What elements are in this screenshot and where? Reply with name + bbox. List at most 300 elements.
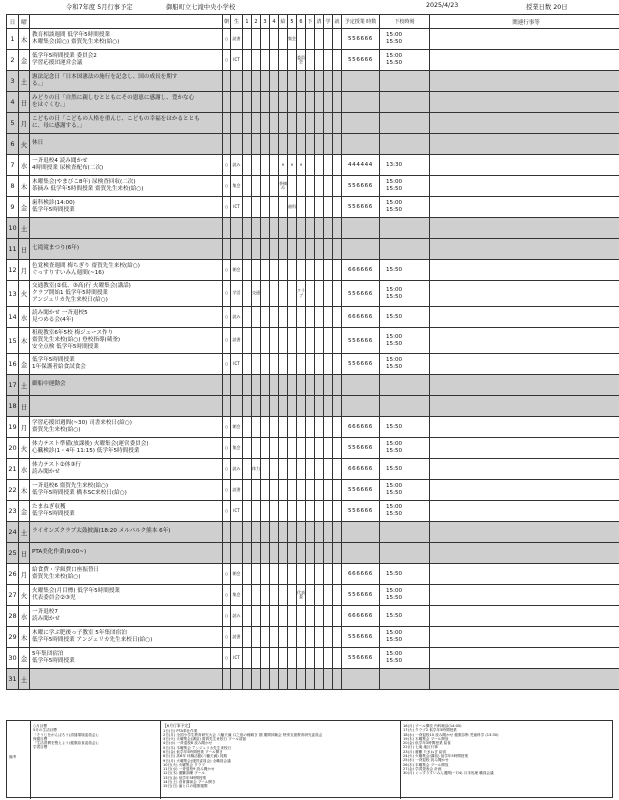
related-events-cell — [430, 669, 619, 690]
period-counts — [342, 113, 380, 134]
period-cell-c12 — [324, 648, 333, 669]
day-row — [7, 501, 619, 522]
day-number: 30 — [7, 648, 19, 669]
dismissal-time-2: 15:50 — [386, 186, 403, 192]
dismissal-time-1: 15:50 — [386, 570, 403, 577]
related-events-cell — [430, 176, 619, 197]
dismissal-time-2: 15:50 — [386, 293, 403, 300]
related-events-cell — [430, 375, 619, 396]
weekday: 火 — [19, 585, 30, 606]
period-cell-c10 — [306, 239, 315, 260]
day-number: 13 — [7, 281, 19, 307]
period-cell-c9 — [297, 459, 306, 480]
period-cell-c9: クラブ — [297, 281, 306, 307]
event-line-1: 休日 — [32, 140, 44, 147]
dismissal-time-1: 15:00 — [386, 179, 403, 185]
period-cell-c3 — [243, 669, 252, 690]
day-number: 26 — [7, 564, 19, 585]
period-cell-c4 — [252, 585, 261, 606]
event-line-1: 一斉退校4 読み聞かせ — [32, 157, 88, 164]
period-cell-c2: ICT — [231, 648, 243, 669]
period-cell-c4 — [252, 29, 261, 50]
period-cell-c7 — [279, 417, 288, 438]
period-cell-c9: 代表委 — [297, 585, 306, 606]
period-cell-c6 — [270, 197, 279, 218]
col-c9: 6 — [297, 15, 306, 29]
period-cell-c12 — [324, 92, 333, 113]
col-c1: 朝 — [223, 15, 231, 29]
period-cell-c2 — [231, 375, 243, 396]
dismissal-time-1: 15:00 — [386, 651, 403, 657]
period-cell-c5 — [261, 417, 270, 438]
remark-line: 30(月) ぐっすりすいみん週間(~7/4) 月末処理 職員会議 — [403, 771, 494, 776]
period-cell-c3 — [243, 239, 252, 260]
events-cell — [30, 29, 223, 50]
period-cell-c10 — [306, 417, 315, 438]
related-events-cell — [430, 438, 619, 459]
event-line-1: 一斉退校7 — [32, 608, 58, 615]
weekday: 日 — [19, 239, 30, 260]
period-cell-c3 — [243, 92, 252, 113]
event-line-3: 安全点検 低学年5時間授業 — [32, 344, 99, 351]
period-cell-c1: ○ — [223, 197, 231, 218]
period-cell-c8 — [288, 459, 297, 480]
period-cell-c10 — [306, 29, 315, 50]
event-line-1: 租税教室6年5校 梅ジュース作り — [32, 329, 114, 336]
remark-line: 12日(木) 避難訓練 プール — [163, 771, 205, 776]
weekday: 金 — [19, 197, 30, 218]
period-cell-c9 — [297, 606, 306, 627]
event-line-2: 茶摘み 低学年5時間授業 齋賀先生来校(給○) — [32, 186, 144, 192]
dismissal-time-2: 15:50 — [386, 60, 403, 66]
event-line-2: 木曜集会(給○) 齋賀先生来校(給○) — [32, 39, 120, 45]
period-cell-c1 — [223, 113, 231, 134]
period-cell-c13 — [333, 480, 342, 501]
period-cell-c7 — [279, 459, 288, 480]
period-cell-c4 — [252, 375, 261, 396]
period-cell-c5 — [261, 501, 270, 522]
related-events-cell — [430, 155, 619, 176]
day-row — [7, 480, 619, 501]
period-cell-c5 — [261, 328, 270, 354]
period-cell-c5 — [261, 585, 270, 606]
period-cell-c7 — [279, 218, 288, 239]
day-number: 8 — [7, 176, 19, 197]
period-cell-c13 — [333, 328, 342, 354]
period-cell-c7 — [279, 328, 288, 354]
period-cell-c1: ○ — [223, 260, 231, 281]
period-cell-c11 — [315, 354, 324, 375]
dismissal-time-2: 15:50 — [386, 511, 403, 517]
day-number: 2 — [7, 50, 19, 71]
period-cell-c12 — [324, 480, 333, 501]
period-cell-c6 — [270, 522, 279, 543]
period-counts: 556666 — [342, 29, 380, 50]
period-cell-c11 — [315, 648, 324, 669]
period-cell-c10 — [306, 134, 315, 155]
day-row — [7, 417, 619, 438]
event-line-2: 低学年5時間授業 — [32, 658, 75, 664]
dismissal-times — [380, 480, 430, 501]
period-cell-c5 — [261, 543, 270, 564]
dismissal-time-1: 15:00 — [386, 630, 403, 636]
period-counts: 556666 — [342, 648, 380, 669]
period-cell-c7 — [279, 543, 288, 564]
period-cell-c7 — [279, 648, 288, 669]
day-number: 29 — [7, 627, 19, 648]
period-cell-c3 — [243, 375, 252, 396]
dismissal-time-1: 15:00 — [386, 333, 403, 340]
weekday: 日 — [19, 92, 30, 113]
related-events-cell — [430, 627, 619, 648]
period-cell-c1: ○ — [223, 281, 231, 307]
remark-line: 25(水) 一斉退校 読み聞かせ — [403, 758, 449, 763]
period-cell-c2 — [231, 71, 243, 92]
period-cell-c4 — [252, 564, 261, 585]
period-cell-c3 — [243, 522, 252, 543]
period-cell-c6 — [270, 396, 279, 417]
period-cell-c2 — [231, 92, 243, 113]
related-events-cell — [430, 354, 619, 375]
remark-line: ○月目標 — [33, 724, 47, 728]
period-cell-c8 — [288, 328, 297, 354]
period-cell-c7 — [279, 354, 288, 375]
period-cell-c8 — [288, 218, 297, 239]
period-cell-c11 — [315, 501, 324, 522]
period-cell-c7 — [279, 438, 288, 459]
col-c13: 読 — [333, 15, 342, 29]
day-number: 11 — [7, 239, 19, 260]
period-cell-c2 — [231, 113, 243, 134]
period-cell-c9 — [297, 480, 306, 501]
events-cell — [30, 438, 223, 459]
events-cell — [30, 459, 223, 480]
period-cell-c13 — [333, 375, 342, 396]
dismissal-time-2: 15:50 — [386, 39, 403, 45]
day-row — [7, 281, 619, 307]
events-cell — [30, 71, 223, 92]
remark-line: 学習目標 — [33, 745, 48, 750]
period-cell-c1 — [223, 543, 231, 564]
events-cell — [30, 501, 223, 522]
weekday: 水 — [19, 459, 30, 480]
period-cell-c1: ○ — [223, 606, 231, 627]
period-cell-c6 — [270, 307, 279, 328]
period-cell-c13 — [333, 92, 342, 113]
period-cell-c9 — [297, 307, 306, 328]
period-cell-c3 — [243, 396, 252, 417]
period-cell-c9 — [297, 375, 306, 396]
dismissal-time-1: 13:30 — [386, 161, 403, 168]
weekday: 土 — [19, 375, 30, 396]
remark-line: 20(金) 低学年5時間授業 給食 — [403, 741, 451, 746]
day-number: 18 — [7, 396, 19, 417]
period-cell-c1 — [223, 134, 231, 155]
weekday: 土 — [19, 522, 30, 543]
period-cell-c13 — [333, 606, 342, 627]
period-cell-c7 — [279, 260, 288, 281]
dismissal-time-1: 15:00 — [386, 504, 403, 510]
period-cell-c12 — [324, 218, 333, 239]
period-cell-c3 — [243, 71, 252, 92]
period-cell-c13 — [333, 176, 342, 197]
event-line-2: に、母に感謝する。」 — [32, 123, 86, 129]
dismissal-times — [380, 354, 430, 375]
day-number: 21 — [7, 459, 19, 480]
period-cell-c11 — [315, 606, 324, 627]
period-cell-c12 — [324, 197, 333, 218]
event-line-2: 学習応援団運営会議 — [32, 60, 83, 66]
period-cell-c9 — [297, 176, 306, 197]
remark-line: 19(木) 木曜集会 プール開放 — [403, 736, 449, 741]
period-cell-c2: 読み — [231, 307, 243, 328]
period-cell-c8 — [288, 606, 297, 627]
col-c5: 3 — [261, 15, 270, 29]
period-cell-c2: ICT — [231, 197, 243, 218]
event-line-2: 4時間授業 尿検査配布(二次) — [32, 165, 104, 171]
period-cell-c3 — [243, 155, 252, 176]
weekday: 月 — [19, 260, 30, 281]
period-cell-c6 — [270, 648, 279, 669]
period-cell-c12 — [324, 113, 333, 134]
remark-line: 27(金) 学習発表会 計画 — [403, 766, 442, 771]
period-cell-c11 — [315, 113, 324, 134]
day-row — [7, 396, 619, 417]
period-cell-c11 — [315, 459, 324, 480]
period-cell-c6 — [270, 218, 279, 239]
events-cell — [30, 92, 223, 113]
period-cell-c10 — [306, 396, 315, 417]
dismissal-times — [380, 134, 430, 155]
period-cell-c7 — [279, 564, 288, 585]
dismissal-time-1: 15:50 — [386, 612, 403, 619]
period-cell-c11 — [315, 396, 324, 417]
event-line-1: 学習応援団週間(~30) 司書来校日(給○) — [32, 419, 132, 426]
period-cell-c9 — [297, 627, 306, 648]
period-cell-c1: ○ — [223, 307, 231, 328]
period-cell-c4 — [252, 396, 261, 417]
period-cell-c11 — [315, 543, 324, 564]
period-cell-c13 — [333, 134, 342, 155]
period-cell-c7 — [279, 627, 288, 648]
period-cell-c8 — [288, 176, 297, 197]
remark-line: 保健目標 — [33, 736, 48, 741]
dismissal-time-2: 15:50 — [386, 490, 403, 496]
period-cell-c8 — [288, 438, 297, 459]
period-cell-c7 — [279, 480, 288, 501]
col-c11: 清 — [315, 15, 324, 29]
period-cell-c12 — [324, 239, 333, 260]
weekday: 火 — [19, 281, 30, 307]
period-cell-c12 — [324, 176, 333, 197]
period-cell-c13 — [333, 307, 342, 328]
period-cell-c7 — [279, 585, 288, 606]
day-number: 4 — [7, 92, 19, 113]
period-cell-c13 — [333, 260, 342, 281]
period-cell-c5 — [261, 239, 270, 260]
period-cell-c7 — [279, 92, 288, 113]
period-cell-c4 — [252, 501, 261, 522]
period-counts: 556666 — [342, 354, 380, 375]
dismissal-times — [380, 176, 430, 197]
weekday: 水 — [19, 307, 30, 328]
period-cell-c8 — [288, 92, 297, 113]
remark-line: 13日(金) 低学年5時間授業 — [163, 775, 207, 780]
period-cell-c11 — [315, 328, 324, 354]
period-counts — [342, 669, 380, 690]
dismissal-time-1: 15:50 — [386, 313, 403, 320]
period-cell-c5 — [261, 564, 270, 585]
period-cell-c8 — [288, 239, 297, 260]
day-row — [7, 606, 619, 627]
event-line-2: 齋賀先生来校(給○) — [32, 574, 81, 580]
period-counts — [342, 396, 380, 417]
period-cell-c4 — [252, 197, 261, 218]
event-line-2: 低学年5時間授業 アンジェリカ先生来校日(給○) — [32, 637, 153, 643]
period-cell-c6 — [270, 627, 279, 648]
period-cell-c6 — [270, 176, 279, 197]
period-cell-c3 — [243, 543, 252, 564]
period-cell-c2 — [231, 239, 243, 260]
period-cell-c1: ○ — [223, 564, 231, 585]
event-line-2: 代表委員会②③児 — [32, 595, 76, 601]
period-cell-c1: ○ — [223, 459, 231, 480]
events-cell — [30, 585, 223, 606]
other-notes — [401, 721, 614, 799]
period-counts: 556666 — [342, 438, 380, 459]
period-counts: 666666 — [342, 417, 380, 438]
day-number: 5 — [7, 113, 19, 134]
period-cell-c10 — [306, 197, 315, 218]
period-counts: 556666 — [342, 627, 380, 648]
period-cell-c1: ○ — [223, 354, 231, 375]
events-cell — [30, 307, 223, 328]
day-row — [7, 176, 619, 197]
weekday: 火 — [19, 438, 30, 459]
period-cell-c4: 交通 — [252, 281, 261, 307]
dismissal-time-1: 15:00 — [386, 286, 403, 293]
events-cell — [30, 354, 223, 375]
related-events-cell — [430, 417, 619, 438]
period-cell-c11 — [315, 585, 324, 606]
day-row — [7, 50, 619, 71]
period-cell-c8 — [288, 281, 297, 307]
dismissal-times — [380, 29, 430, 50]
dismissal-times — [380, 522, 430, 543]
period-cell-c1 — [223, 522, 231, 543]
remark-line: 15日(日) 歯と口の健康週間 — [163, 784, 208, 789]
period-cell-c9: × — [297, 155, 306, 176]
col-c8: 5 — [288, 15, 297, 29]
events-cell — [30, 218, 223, 239]
day-number: 31 — [7, 669, 19, 690]
period-cell-c2 — [231, 522, 243, 543]
period-cell-c8 — [288, 564, 297, 585]
period-counts: 556666 — [342, 176, 380, 197]
related-events-cell — [430, 281, 619, 307]
june-title: 【6月行事予定】 — [163, 723, 192, 728]
dismissal-times — [380, 606, 430, 627]
related-events-cell — [430, 396, 619, 417]
period-cell-c4 — [252, 92, 261, 113]
dismissal-times — [380, 218, 430, 239]
period-cell-c8 — [288, 396, 297, 417]
weekday: 土 — [19, 71, 30, 92]
related-events-cell — [430, 71, 619, 92]
period-cell-c8 — [288, 50, 297, 71]
dismissal-times — [380, 396, 430, 417]
period-cell-c6 — [270, 29, 279, 50]
period-cell-c2 — [231, 134, 243, 155]
period-cell-c9 — [297, 669, 306, 690]
event-line-2: 心臓検診(1・4年 11:15) 低学年5時間授業 — [32, 448, 140, 454]
period-cell-c5 — [261, 134, 270, 155]
period-cell-c6 — [270, 50, 279, 71]
monthly-goals — [31, 721, 161, 799]
period-cell-c5 — [261, 396, 270, 417]
issue-date: 2025/4/23 — [426, 2, 459, 9]
period-cell-c4 — [252, 155, 261, 176]
event-line-2: をはぐくむ。」 — [32, 102, 69, 108]
remark-line: 6日(金) 低学年5時間授業 プール開き — [163, 749, 223, 754]
remark-line: 11日(水) 一斉退校9 読み聞かせ — [163, 767, 215, 772]
period-counts: 444444 — [342, 155, 380, 176]
remark-line: 18(水) 一斉退校10 読み聞かせ 健康診断 児童科学 (13:30) — [403, 732, 499, 737]
remarks-label: 備考 — [9, 755, 17, 759]
period-cell-c2: 集会 — [231, 585, 243, 606]
period-cell-c11 — [315, 29, 324, 50]
period-cell-c3 — [243, 417, 252, 438]
day-row — [7, 564, 619, 585]
related-events-cell — [430, 197, 619, 218]
period-cell-c12 — [324, 627, 333, 648]
period-cell-c7 — [279, 606, 288, 627]
period-cell-c7 — [279, 197, 288, 218]
event-line-1: 火曜集会(月目標) 低学年5時間授業 — [32, 587, 121, 594]
period-cell-c2: 読み — [231, 155, 243, 176]
period-cell-c3 — [243, 585, 252, 606]
day-number: 14 — [7, 307, 19, 328]
period-cell-c5 — [261, 606, 270, 627]
day-number: 1 — [7, 29, 19, 50]
event-line-1: ライオンズクラブ太鼓披露(18:20 メルパルク熊本 6年) — [32, 528, 171, 535]
period-cell-c5 — [261, 375, 270, 396]
period-cell-c12 — [324, 281, 333, 307]
period-cell-c7 — [279, 134, 288, 155]
period-cell-c4 — [252, 50, 261, 71]
period-cell-c12 — [324, 459, 333, 480]
event-line-1: 御船中運動会 — [32, 381, 66, 388]
related-events-cell — [430, 585, 619, 606]
period-cell-c1 — [223, 218, 231, 239]
period-cell-c1: ○ — [223, 155, 231, 176]
period-cell-c13 — [333, 197, 342, 218]
period-cell-c9 — [297, 328, 306, 354]
period-counts — [342, 92, 380, 113]
period-cell-c11 — [315, 627, 324, 648]
related-events-cell — [430, 113, 619, 134]
period-cell-c1: ○ — [223, 627, 231, 648]
goals-list — [31, 721, 160, 753]
period-cell-c13 — [333, 71, 342, 92]
related-events-cell — [430, 307, 619, 328]
related-events-cell — [430, 459, 619, 480]
period-cell-c10 — [306, 522, 315, 543]
dismissal-times — [380, 585, 430, 606]
period-cell-c5 — [261, 522, 270, 543]
period-cell-c7 — [279, 239, 288, 260]
col-c2: 生 — [231, 15, 243, 29]
